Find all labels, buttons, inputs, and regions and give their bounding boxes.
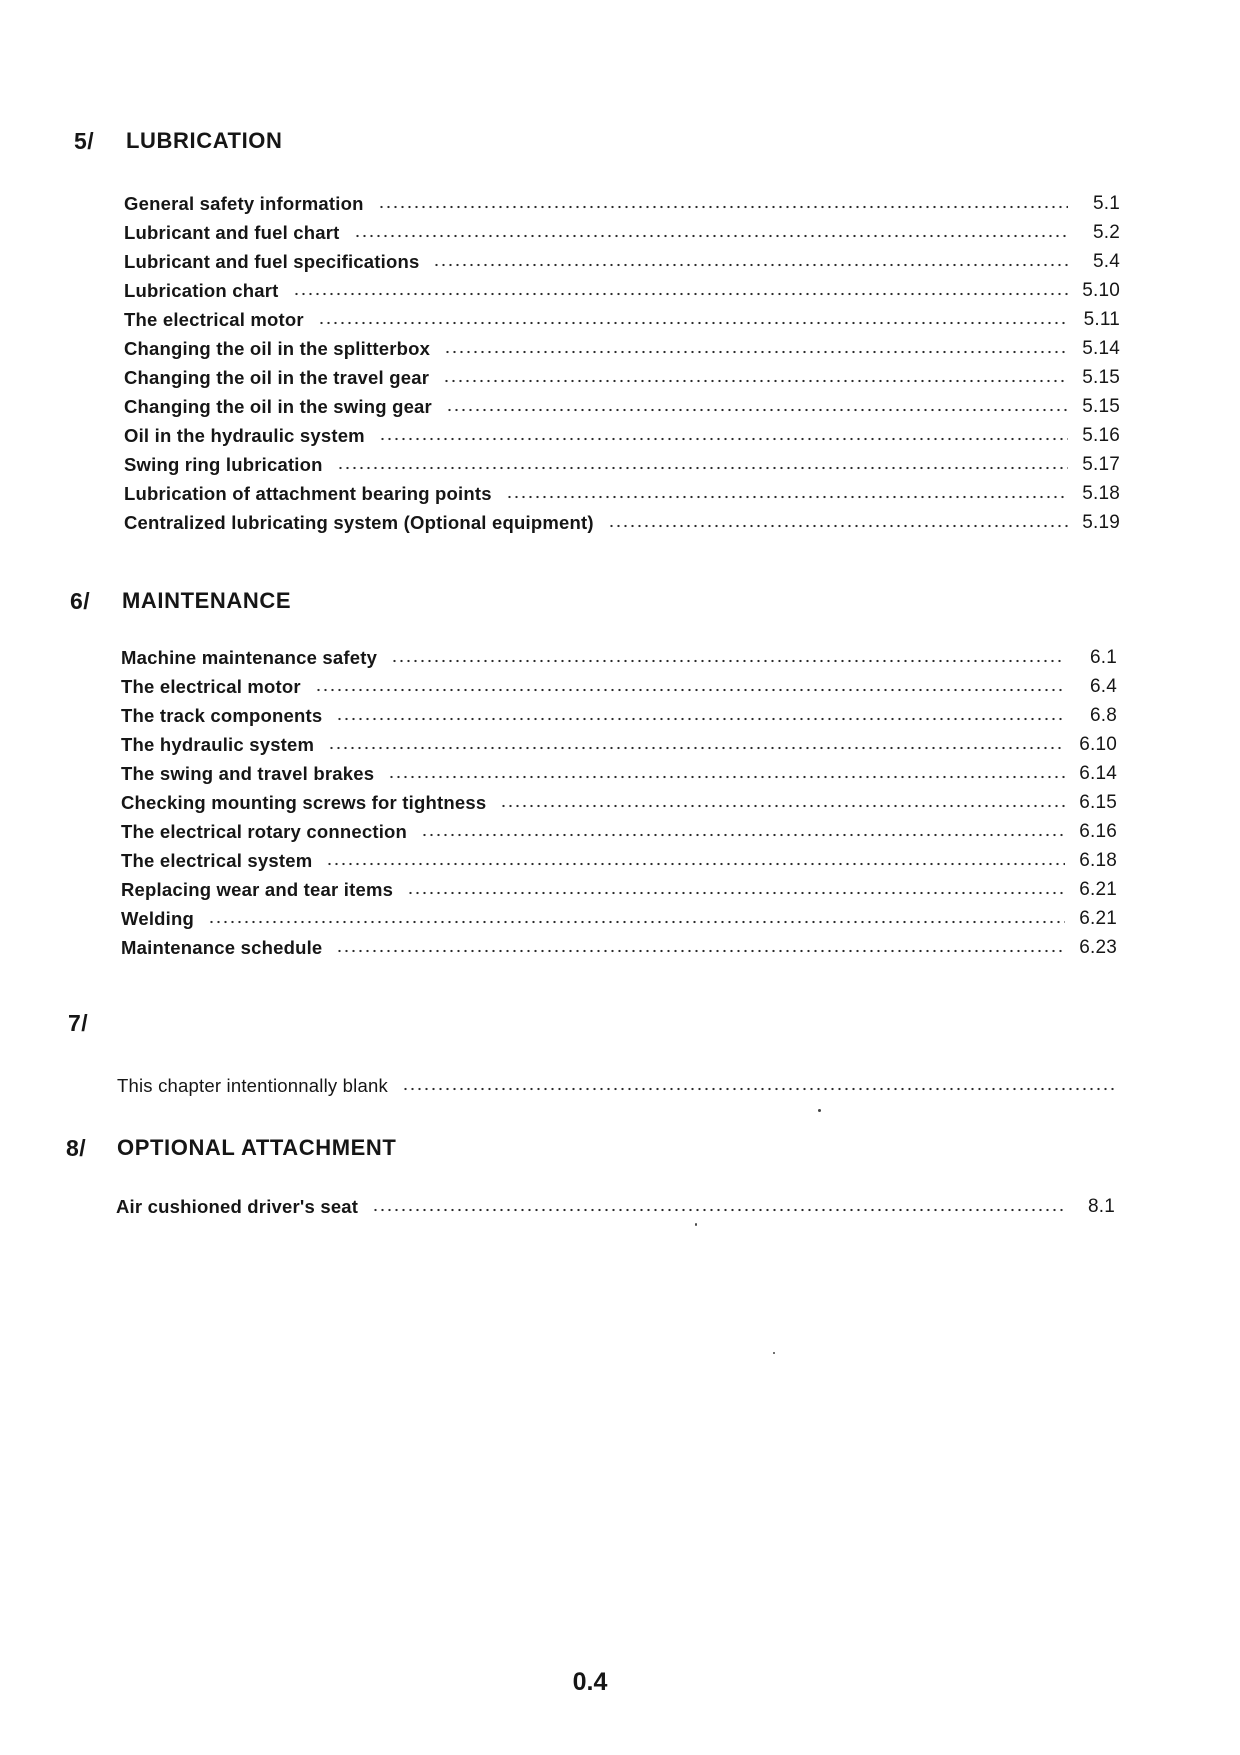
toc-entry-label: Lubrication of attachment bearing points xyxy=(124,483,492,504)
section-header xyxy=(0,128,1240,168)
scan-speck xyxy=(695,1223,697,1226)
toc-entry-page: 6.16 xyxy=(1079,821,1117,842)
section-title: LUBRICATION xyxy=(126,128,283,153)
section-number: 7/ xyxy=(68,1010,89,1036)
dot-leader xyxy=(372,1207,1063,1213)
toc-entry-page: 5.14 xyxy=(1082,338,1120,359)
toc-entry-page: 6.8 xyxy=(1089,705,1117,726)
scan-speck xyxy=(818,1109,821,1112)
toc-entry-page: 5.15 xyxy=(1082,367,1120,388)
dot-leader xyxy=(378,204,1068,210)
toc-entry xyxy=(121,901,1117,930)
toc-entry-label: Changing the oil in the swing gear xyxy=(124,396,432,417)
toc-entry xyxy=(121,785,1117,814)
section-number: 6/ xyxy=(70,588,91,614)
toc-entry xyxy=(117,1068,1117,1097)
toc-entry xyxy=(121,872,1117,901)
toc-entry xyxy=(124,302,1120,331)
section-number: 5/ xyxy=(74,128,95,154)
toc-entry-label: The track components xyxy=(121,705,323,726)
toc-entry-label: The electrical rotary connection xyxy=(121,821,408,842)
toc-entry-page: 5.15 xyxy=(1082,396,1120,417)
dot-leader xyxy=(421,832,1065,838)
toc-entry-page: 5.1 xyxy=(1092,193,1120,214)
toc-entry-page: 5.18 xyxy=(1082,483,1120,504)
dot-leader xyxy=(407,890,1065,896)
section-optional-attachment xyxy=(0,1135,1240,1218)
toc-entry-page: 6.21 xyxy=(1079,879,1117,900)
section-lubrication xyxy=(0,128,1240,534)
dot-leader xyxy=(608,523,1068,529)
dot-leader xyxy=(388,774,1065,780)
toc-entry-page: 5.16 xyxy=(1082,425,1120,446)
toc-entry-label: Changing the oil in the splitterbox xyxy=(124,338,431,359)
toc-entry xyxy=(124,476,1120,505)
dot-leader xyxy=(208,919,1065,925)
toc-entries xyxy=(124,186,1120,534)
toc-entry xyxy=(124,447,1120,476)
toc-entry-page: 5.2 xyxy=(1092,222,1120,243)
toc-entry-page: 5.11 xyxy=(1083,309,1120,330)
toc-entry-label: Machine maintenance safety xyxy=(121,647,378,668)
dot-leader xyxy=(500,803,1065,809)
dot-leader xyxy=(318,320,1068,326)
section-maintenance xyxy=(0,588,1240,959)
dot-leader xyxy=(433,262,1068,268)
dot-leader xyxy=(506,494,1068,500)
section-header xyxy=(0,1135,1240,1175)
toc-entry xyxy=(121,843,1117,872)
toc-entry-label: This chapter intentionnally blank xyxy=(117,1075,388,1096)
toc-entry-label: Lubrication chart xyxy=(124,280,279,301)
toc-entry xyxy=(124,331,1120,360)
toc-entry xyxy=(121,930,1117,959)
toc-entry-page: 5.17 xyxy=(1082,454,1120,475)
toc-entry-label: Checking mounting screws for tightness xyxy=(121,792,487,813)
toc-entry-page: 6.18 xyxy=(1079,850,1117,871)
toc-entry-label: Maintenance schedule xyxy=(121,937,323,958)
dot-leader xyxy=(354,233,1068,239)
section-title: MAINTENANCE xyxy=(122,588,292,613)
toc-entry xyxy=(116,1189,1115,1218)
toc-entry-label: Lubricant and fuel specifications xyxy=(124,251,420,272)
toc-entry-label: General safety information xyxy=(124,193,364,214)
dot-leader xyxy=(402,1086,1117,1092)
toc-entry-label: The electrical system xyxy=(121,850,313,871)
toc-entry-page: 6.23 xyxy=(1079,937,1117,958)
toc-entry xyxy=(121,756,1117,785)
toc-entry xyxy=(121,698,1117,727)
toc-entry xyxy=(124,215,1120,244)
toc-entry-label: Replacing wear and tear items xyxy=(121,879,394,900)
toc-entry-label: Changing the oil in the travel gear xyxy=(124,367,430,388)
dot-leader xyxy=(315,687,1065,693)
page-number: 0.4 xyxy=(572,1668,608,1696)
toc-entry-label: Welding xyxy=(121,908,194,929)
dot-leader xyxy=(328,745,1065,751)
toc-entry-page: 5.10 xyxy=(1082,280,1120,301)
toc-entry xyxy=(121,640,1117,669)
section-header xyxy=(0,588,1240,628)
toc-entry xyxy=(124,505,1120,534)
toc-entry-label: Oil in the hydraulic system xyxy=(124,425,365,446)
toc-entry-page: 6.1 xyxy=(1089,647,1117,668)
scan-speck xyxy=(773,1352,775,1354)
dot-leader xyxy=(336,716,1065,722)
toc-entries xyxy=(121,640,1117,959)
dot-leader xyxy=(446,407,1068,413)
toc-entry xyxy=(124,418,1120,447)
toc-entry xyxy=(121,814,1117,843)
toc-entry-label: The electrical motor xyxy=(121,676,301,697)
toc-entry xyxy=(121,669,1117,698)
toc-entries xyxy=(117,1068,1117,1097)
toc-entry xyxy=(124,389,1120,418)
toc-entry xyxy=(124,244,1120,273)
section-header xyxy=(0,1010,1240,1050)
section-number: 8/ xyxy=(66,1135,87,1161)
dot-leader xyxy=(326,861,1065,867)
toc-entry-label: The electrical motor xyxy=(124,309,304,330)
dot-leader xyxy=(444,349,1068,355)
toc-entry-page: 6.15 xyxy=(1079,792,1117,813)
dot-leader xyxy=(379,436,1068,442)
toc-entry-label: The swing and travel brakes xyxy=(121,763,375,784)
toc-entry xyxy=(124,186,1120,215)
dot-leader xyxy=(443,378,1068,384)
toc-entry-label: The hydraulic system xyxy=(121,734,315,755)
toc-entry-label: Lubricant and fuel chart xyxy=(124,222,340,243)
toc-entry-page: 5.4 xyxy=(1092,251,1120,272)
toc-entry-label: Air cushioned driver's seat xyxy=(116,1196,359,1217)
toc-entries xyxy=(116,1189,1115,1218)
toc-entry-label: Swing ring lubrication xyxy=(124,454,323,475)
toc-entry-page: 6.14 xyxy=(1079,763,1117,784)
toc-entry-page: 6.4 xyxy=(1089,676,1117,697)
dot-leader xyxy=(337,465,1068,471)
section-title: OPTIONAL ATTACHMENT xyxy=(117,1135,397,1160)
toc-entry-page: 6.10 xyxy=(1079,734,1117,755)
section-7 xyxy=(0,1010,1240,1097)
dot-leader xyxy=(336,948,1065,954)
toc-entry-page: 5.19 xyxy=(1082,512,1120,533)
toc-entry-label: Centralized lubricating system (Optional equipment) xyxy=(124,512,594,533)
dot-leader xyxy=(293,291,1069,297)
toc-entry xyxy=(124,273,1120,302)
toc-entry-page: 6.21 xyxy=(1079,908,1117,929)
dot-leader xyxy=(391,658,1065,664)
toc-entry xyxy=(121,727,1117,756)
toc-entry-page: 8.1 xyxy=(1087,1196,1115,1217)
toc-entry xyxy=(124,360,1120,389)
